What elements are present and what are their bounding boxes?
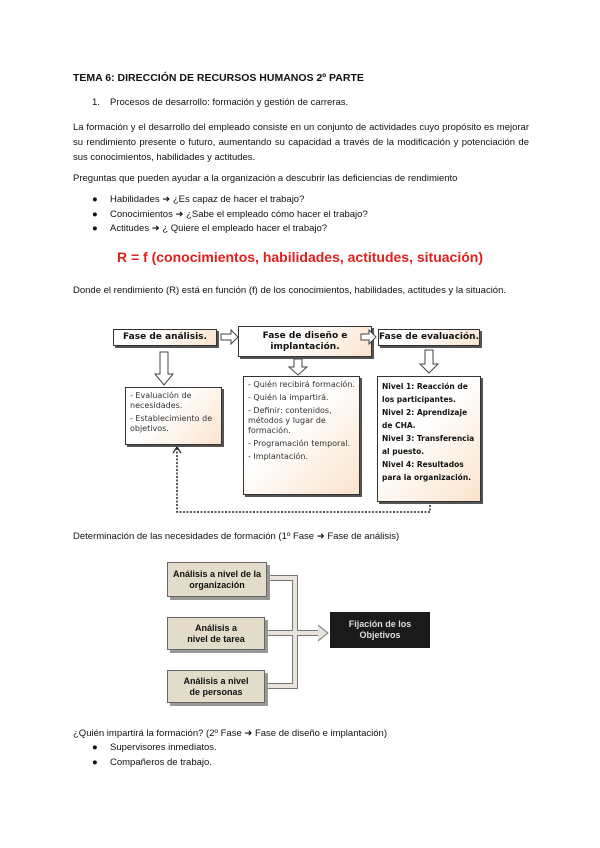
bullet-icon: ●: [92, 194, 98, 205]
page-title: TEMA 6: DIRECCIÓN DE RECURSOS HUMANOS 2º PARTE: [73, 72, 364, 84]
trainer-text: Supervisores inmediatos.: [110, 742, 217, 753]
analysis-task-box: Análisis a nivel de tarea: [167, 617, 265, 650]
analysis-organization-box: Análisis a nivel de la organización: [167, 562, 267, 597]
question-text: Habilidades ➜ ¿Es capaz de hacer el trabajo?: [110, 194, 305, 205]
trainer-text: Compañeros de trabajo.: [110, 757, 212, 768]
phase-evaluation-box: Fase de evaluación.: [378, 329, 480, 346]
list-item: - Quién la impartirá.: [248, 393, 329, 402]
questions-intro: Preguntas que pueden ayudar a la organización a descubrir las deficiencias de rendimiento: [73, 173, 458, 184]
formula: R = f (conocimientos, habilidades, actitudes, situación): [116, 249, 483, 265]
list-item: - Implantación.: [248, 452, 309, 461]
trainer-item: [92, 757, 212, 768]
formula-explanation: Donde el rendimiento (R) está en función (f) de los conocimientos, habilidades, actitudes y la situación.: [73, 285, 507, 296]
list-item: Nivel 4: Resultados para la organización.: [382, 460, 472, 482]
list-item: - Definir: contenidos, métodos y lugar de formación.: [248, 406, 332, 435]
bullet-icon: ●: [92, 757, 98, 768]
analysis-person-box: Análisis a nivel de personas: [167, 670, 265, 703]
bullet-icon: ●: [92, 223, 98, 234]
list-item: - Programación temporal.: [248, 439, 350, 448]
section-number: 1.: [92, 97, 100, 108]
intro-paragraph: La formación y el desarrollo del empleado consiste en un conjunto de actividades cuyo propósito es mejorar su rendimiento presente o futuro, aumentando su capacidad a través de la modificación y potenciación de sus conocimientos, habilidades y actitudes.: [73, 122, 529, 163]
objectives-box: Fijación de los Objetivos: [330, 612, 430, 648]
trainer-item: [92, 742, 217, 753]
phase-design-box: Fase de diseño e implantación.: [238, 326, 372, 357]
bullet-icon: ●: [92, 742, 98, 753]
question-text: Conocimientos ➜ ¿Sabe el empleado cómo hacer el trabajo?: [110, 209, 368, 220]
question-text: Actitudes ➜ ¿ Quiere el empleado hacer el trabajo?: [110, 223, 328, 234]
right-arrow-icon: [318, 625, 328, 641]
list-item: - Establecimiento de objetivos.: [130, 414, 213, 433]
needs-heading: Determinación de las necesidades de formación (1º Fase ➜ Fase de análisis): [73, 531, 400, 542]
list-item: Nivel 1: Reacción de los participantes.: [382, 382, 468, 404]
list-item: - Evaluación de necesidades.: [130, 391, 192, 410]
section-text: Procesos de desarrollo: formación y gestión de carreras.: [110, 97, 349, 108]
list-item: Nivel 2: Aprendizaje de CHA.: [382, 408, 468, 430]
trainer-heading: ¿Quién impartirá la formación? (2º Fase ➜ Fase de diseño e implantación): [73, 728, 387, 739]
list-item: - Quién recibirá formación.: [248, 380, 355, 389]
phase-analysis-box: Fase de análisis.: [113, 329, 217, 346]
bullet-icon: ●: [92, 209, 98, 220]
list-item: Nivel 3: Transferencia al puesto.: [382, 434, 475, 456]
